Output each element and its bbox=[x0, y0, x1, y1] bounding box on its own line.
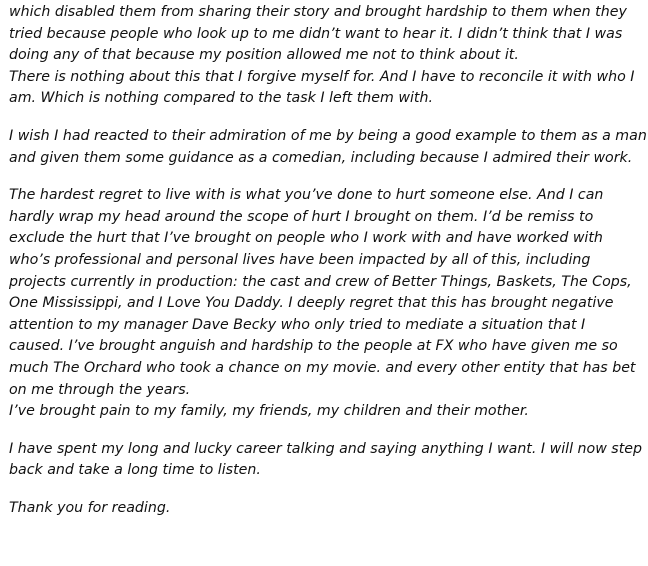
text-line: on me through the years. bbox=[9, 381, 191, 398]
text-line: exclude the hurt that I’ve brought on people who I work with and have worked with bbox=[9, 230, 603, 247]
paragraph-listen bbox=[9, 439, 644, 482]
text-line: who’s professional and personal lives have been impacted by all of this, including bbox=[9, 251, 591, 268]
text-line: am. Which is nothing compared to the task I left them with. bbox=[9, 90, 433, 107]
paragraph-closing bbox=[9, 498, 644, 520]
text-line: The hardest regret to live with is what you’ve done to hurt someone else. And I can bbox=[9, 187, 604, 204]
text-line: hardly wrap my head around the scope of hurt I brought on them. I’d be remiss to bbox=[9, 208, 594, 225]
text-line: I have spent my long and lucky career talking and saying anything I want. I will now step bbox=[9, 440, 642, 457]
paragraph-hardship bbox=[9, 2, 644, 110]
text-line: which disabled them from sharing their story and brought hardship to them when they bbox=[9, 4, 627, 20]
text-line: I’ve brought pain to my family, my friends, my children and their mother. bbox=[9, 403, 529, 420]
paragraph-wish bbox=[9, 126, 647, 169]
text-line: projects currently in production: the cast and crew of Better Things, Baskets, The Cops, bbox=[9, 273, 632, 290]
text-line: Thank you for reading. bbox=[9, 499, 171, 516]
text-line: attention to my manager Dave Becky who only tried to mediate a situation that I bbox=[9, 316, 586, 333]
text-line: tried because people who look up to me didn’t want to hear it. I didn’t think that I was bbox=[9, 25, 623, 42]
text-line: doing any of that because my position allowed me not to think about it. bbox=[9, 47, 519, 64]
text-line: and given them some guidance as a comedian, including because I admired their work. bbox=[9, 149, 633, 166]
text-line: back and take a long time to listen. bbox=[9, 462, 261, 479]
text-line: There is nothing about this that I forgive myself for. And I have to reconcile it with who I bbox=[9, 68, 635, 85]
text-line: much The Orchard who took a chance on my movie. and every other entity that has bet bbox=[9, 359, 636, 376]
text-line: caused. I’ve brought anguish and hardship to the people at FX who have given me so bbox=[9, 338, 618, 355]
text-line: One Mississippi, and I Love You Daddy. I deeply regret that this has brought negative bbox=[9, 295, 614, 312]
text-line: I wish I had reacted to their admiration of me by being a good example to them as a man bbox=[9, 127, 647, 144]
paragraph-regret bbox=[9, 185, 644, 423]
